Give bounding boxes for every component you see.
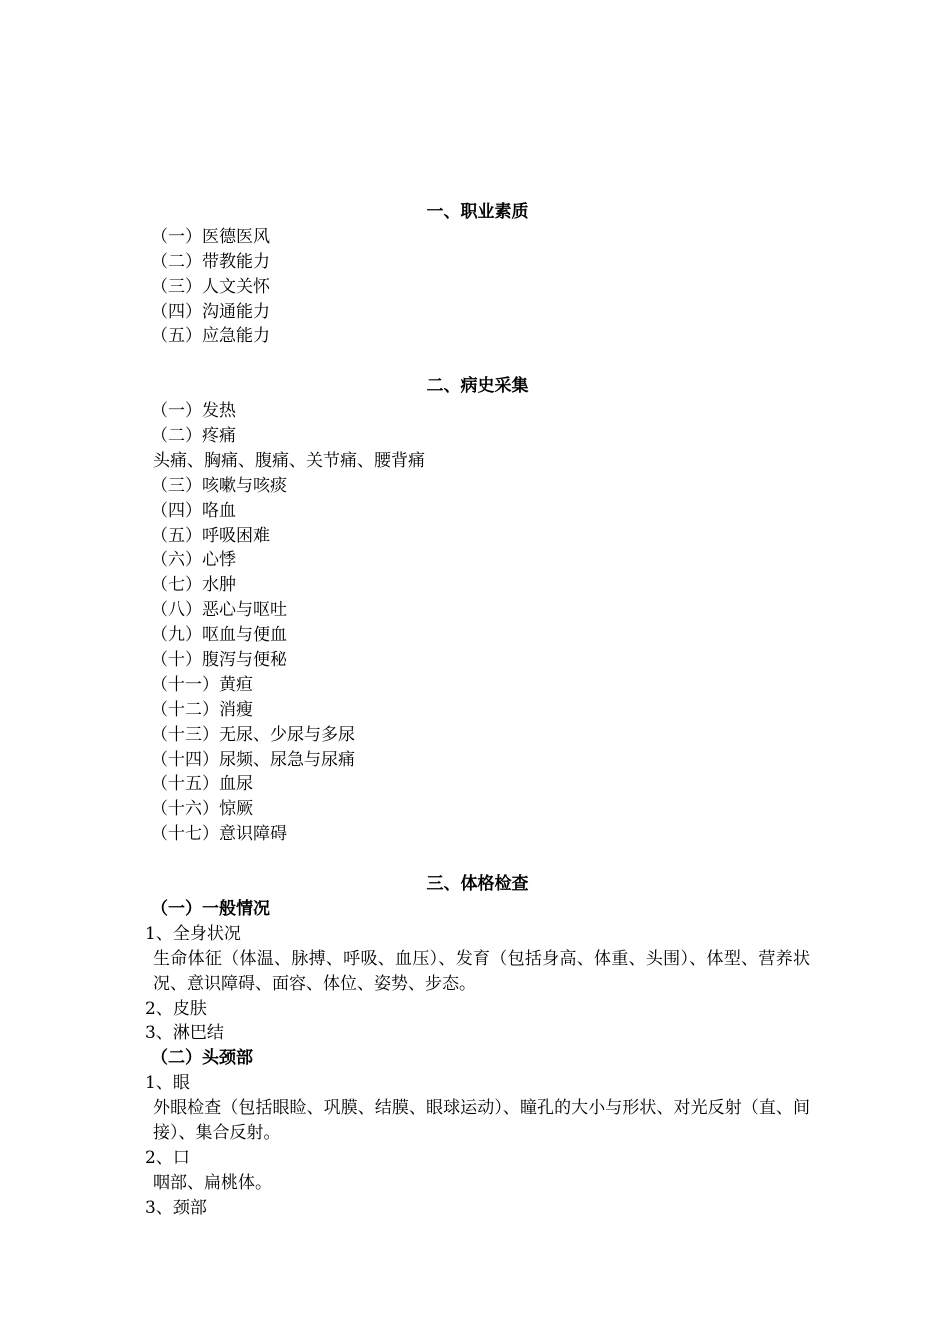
list-item: （四）沟通能力	[151, 301, 270, 322]
list-item: （七）水肿	[151, 575, 236, 596]
list-item: （三）咳嗽与咳痰	[151, 475, 287, 496]
list-item: （十二）消瘦	[151, 699, 253, 720]
list-item: （十四）尿频、尿急与尿痛	[151, 749, 355, 770]
list-item: （十七）意识障碍	[151, 824, 287, 845]
numbered-point: 2、口	[145, 1147, 190, 1168]
section-title-professional-quality: 一、职业素质	[426, 202, 529, 222]
list-item: （二）带教能力	[151, 251, 270, 272]
subsection-heading-head-neck: （二）头颈部	[151, 1048, 253, 1069]
numbered-point: 3、颈部	[145, 1197, 207, 1218]
numbered-point: 2、皮肤	[145, 998, 207, 1019]
list-item: （一）发热	[151, 401, 236, 422]
list-item: （五）应急能力	[151, 326, 270, 347]
section-title-physical-exam: 三、体格检查	[426, 874, 529, 895]
paragraph: 外眼检查（包括眼睑、巩膜、结膜、眼球运动）、瞳孔的大小与形状、对光反射（直、间接）、集合反射。	[153, 1098, 810, 1143]
list-item: （十）腹泻与便秘	[151, 650, 287, 671]
numbered-point: 1、全身状况	[145, 923, 241, 944]
list-item: （五）呼吸困难	[151, 525, 270, 546]
list-item-detail: 头痛、胸痛、腹痛、关节痛、腰背痛	[153, 450, 425, 471]
paragraph: 生命体征（体温、脉搏、呼吸、血压）、发育（包括身高、体重、头围）、体型、营养状况、意识障碍、面容、体位、姿势、步态。	[153, 948, 810, 994]
list-item: （十五）血尿	[151, 774, 253, 795]
numbered-point: 3、淋巴结	[145, 1023, 224, 1044]
list-item: （一）医德医风	[151, 226, 270, 247]
list-item: （二）疼痛	[151, 426, 236, 447]
section-title-history-taking: 二、病史采集	[426, 376, 529, 397]
list-item: （十六）惊厥	[151, 799, 253, 820]
list-item: （八）恶心与呕吐	[151, 600, 287, 621]
paragraph: 咽部、扁桃体。	[153, 1172, 272, 1193]
list-item: （九）呕血与便血	[151, 625, 287, 646]
list-item: （三）人文关怀	[151, 276, 270, 297]
subsection-heading-general: （一）一般情况	[151, 898, 270, 919]
document-content	[145, 200, 810, 1221]
spacer	[145, 847, 810, 872]
list-item: （十一）黄疸	[151, 674, 253, 695]
list-item: （六）心悸	[151, 550, 236, 571]
numbered-point: 1、眼	[145, 1073, 190, 1094]
list-item: （十三）无尿、少尿与多尿	[151, 724, 355, 745]
spacer	[145, 349, 810, 374]
list-item: （四）咯血	[151, 500, 236, 521]
